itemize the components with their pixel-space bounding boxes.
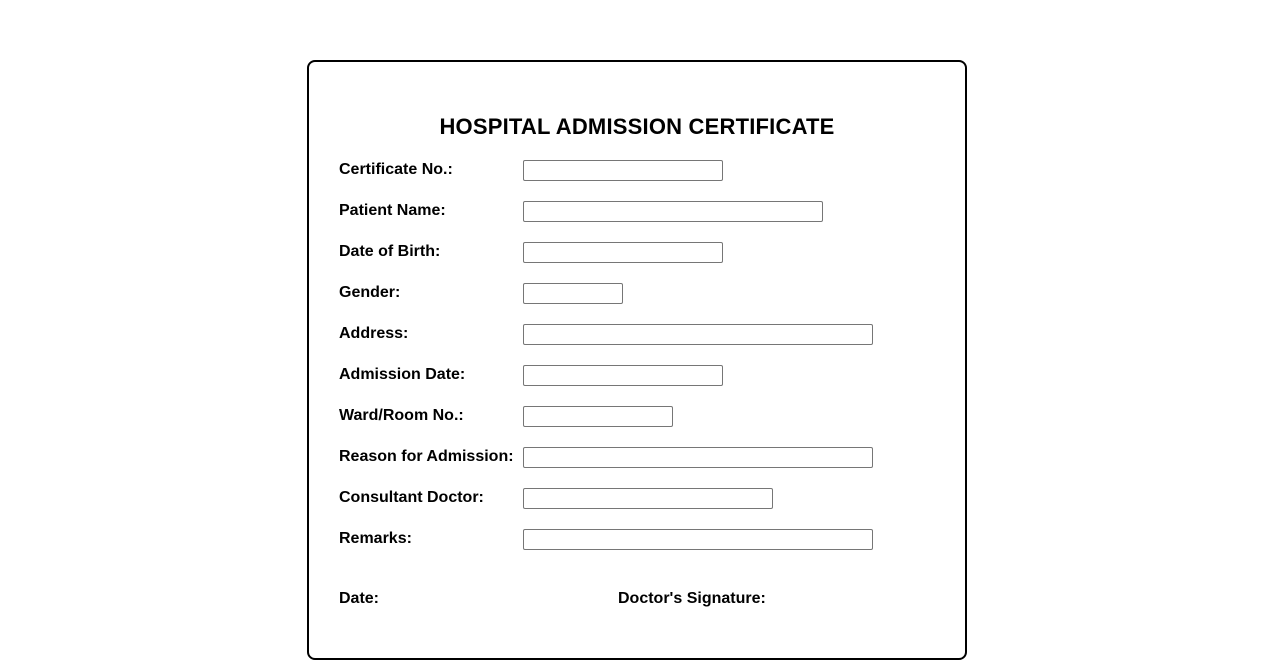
patient-name-input[interactable] (523, 201, 823, 222)
consultant-doctor-input[interactable] (523, 488, 773, 509)
consultant-doctor-label: Consultant Doctor: (339, 489, 484, 506)
address-input[interactable] (523, 324, 873, 345)
form-title: HOSPITAL ADMISSION CERTIFICATE (439, 114, 835, 139)
reason-for-admission-input[interactable] (523, 447, 873, 468)
certificate-no-label: Certificate No.: (339, 161, 453, 178)
remarks-input[interactable] (523, 529, 873, 550)
address-label: Address: (339, 325, 409, 342)
certificate-form-card (307, 60, 967, 660)
admission-date-label: Admission Date: (339, 366, 466, 383)
date-of-birth-input[interactable] (523, 242, 723, 263)
ward-room-no-input[interactable] (523, 406, 673, 427)
patient-name-label: Patient Name: (339, 202, 446, 219)
admission-date-input[interactable] (523, 365, 723, 386)
gender-input[interactable] (523, 283, 623, 304)
ward-room-no-label: Ward/Room No.: (339, 407, 464, 424)
footer-date-label: Date: (339, 590, 380, 607)
doctor-signature-label: Doctor's Signature: (618, 590, 766, 607)
reason-for-admission-label: Reason for Admission: (339, 448, 514, 465)
date-of-birth-label: Date of Birth: (339, 243, 441, 260)
certificate-no-input[interactable] (523, 160, 723, 181)
gender-label: Gender: (339, 284, 401, 301)
remarks-label: Remarks: (339, 530, 412, 547)
